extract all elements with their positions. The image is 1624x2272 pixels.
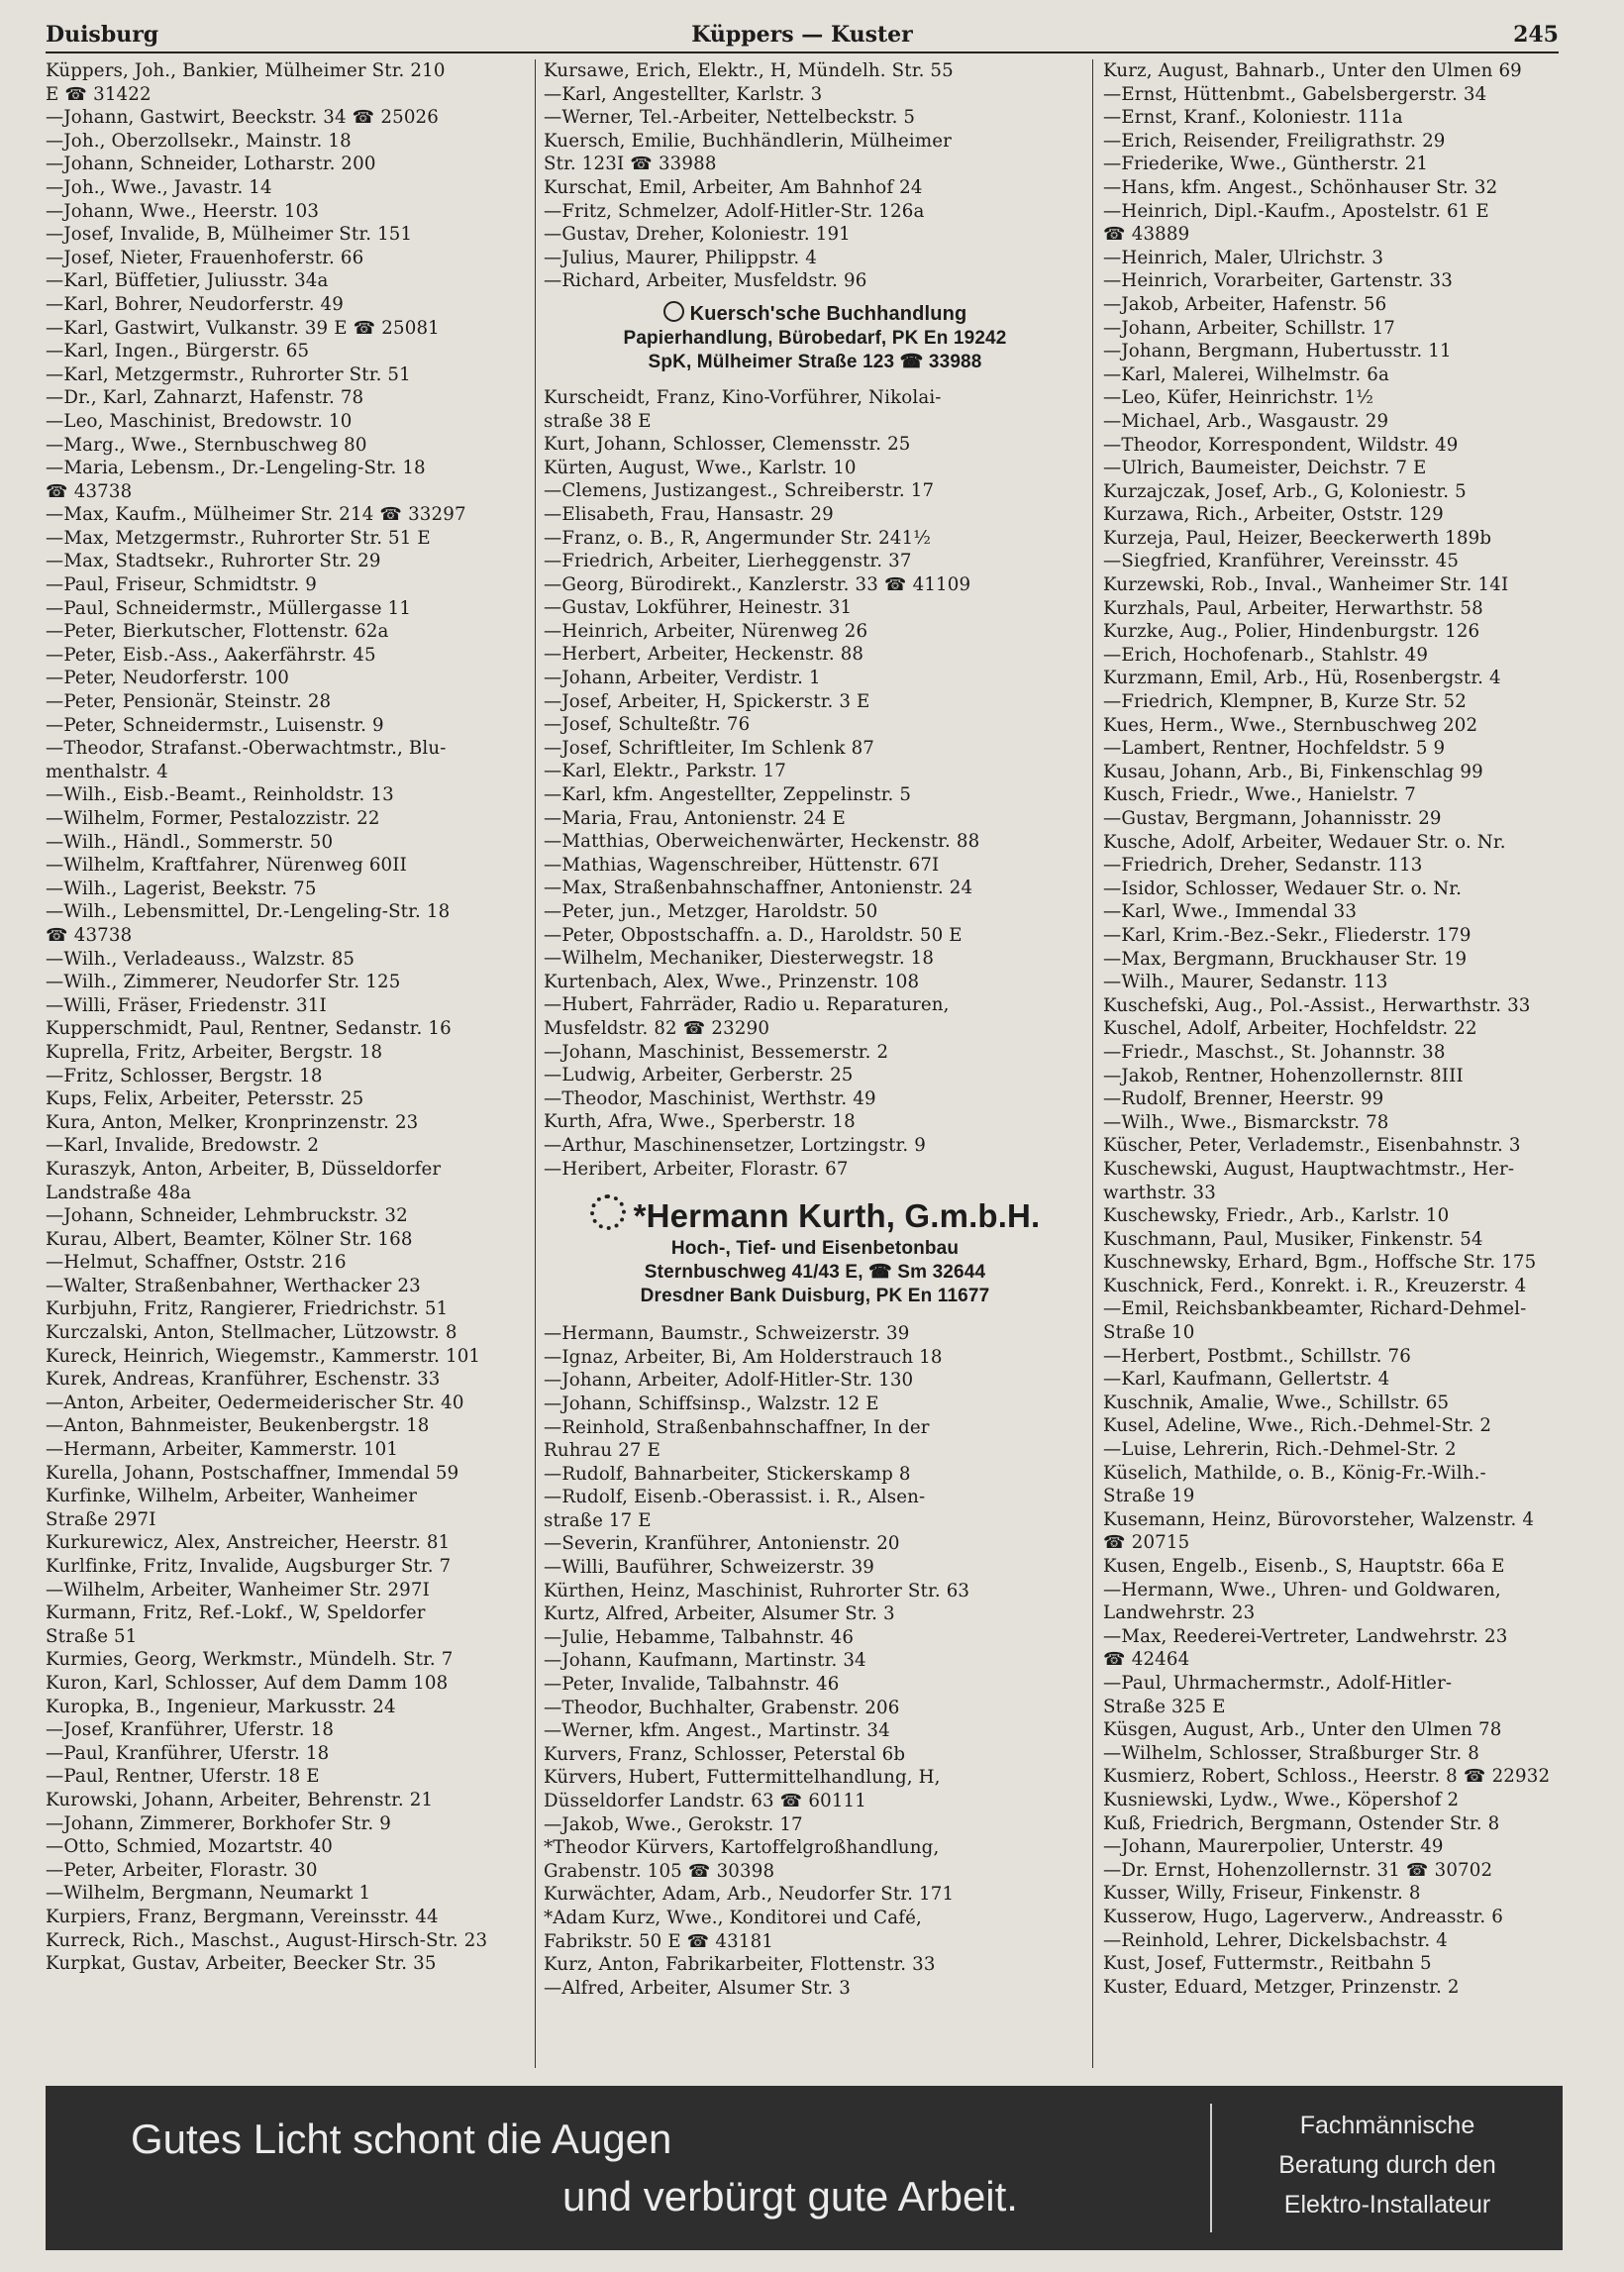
banner-slogan-line: Gutes Licht schont die Augen [131, 2116, 672, 2162]
directory-entry: —Mathias, Wagenschreiber, Hüttenstr. 67I [544, 854, 940, 876]
directory-entry: —Julius, Maurer, Philippstr. 4 [544, 247, 817, 268]
directory-entry: Kurzewski, Rob., Inval., Wanheimer Str. 14I [1103, 574, 1509, 596]
directory-entry: —Michael, Arb., Wasgaustr. 29 [1103, 410, 1389, 432]
directory-entry: Kürten, August, Wwe., Karlstr. 10 [544, 457, 857, 478]
directory-entry: —Wilh., Zimmerer, Neudorfer Str. 125 [46, 972, 401, 993]
directory-entry: —Ulrich, Baumeister, Deichstr. 7 E [1103, 458, 1427, 479]
directory-entry: —Jakob, Arbeiter, Hafenstr. 56 [1103, 293, 1387, 315]
company-logo-icon [590, 1194, 626, 1230]
directory-entry: —Julie, Hebamme, Talbahnstr. 46 [544, 1626, 855, 1648]
directory-entry: —Jakob, Rentner, Hohenzollernstr. 8III [1103, 1065, 1464, 1086]
directory-entry: —Heinrich, Maler, Ulrichstr. 3 [1103, 247, 1384, 268]
directory-entry: straße 17 E [544, 1509, 652, 1531]
directory-entry: Kurz, Anton, Fabrikarbeiter, Flottenstr. 33 [544, 1954, 936, 1976]
directory-entry: Straße 325 E [1103, 1696, 1226, 1717]
directory-entry: —Karl, Krim.-Bez.-Sekr., Fliederstr. 179 [1103, 924, 1472, 946]
directory-entry: Kura, Anton, Melker, Kronprinzenstr. 23 [46, 1111, 419, 1133]
directory-entry: —Hermann, Arbeiter, Kammerstr. 101 [46, 1439, 399, 1461]
directory-entry: Kurmann, Fritz, Ref.-Lokf., W, Speldorfer [46, 1602, 426, 1624]
directory-entry: Kuschmann, Paul, Musiker, Finkenstr. 54 [1103, 1228, 1483, 1250]
directory-entry: —Joh., Wwe., Javastr. 14 [46, 176, 272, 198]
directory-entry: Kusniewski, Lydw., Wwe., Köpershof 2 [1103, 1789, 1460, 1810]
directory-entry: —Otto, Schmied, Mozartstr. 40 [46, 1836, 334, 1858]
directory-entry: menthalstr. 4 [46, 761, 168, 782]
directory-entry: —Friedrich, Klempner, B, Kurze Str. 52 [1103, 691, 1468, 713]
directory-entry: —Siegfried, Kranführer, Vereinsstr. 45 [1103, 551, 1460, 572]
directory-entry: —Hans, kfm. Angest., Schönhauser Str. 32 [1103, 176, 1498, 198]
directory-entry: Kurreck, Rich., Maschst., August-Hirsch-Str. 23 [46, 1929, 488, 1951]
directory-entry: —Gustav, Lokführer, Heinestr. 31 [544, 597, 853, 619]
directory-entry: —Anton, Arbeiter, Oedermeiderischer Str. 40 [46, 1392, 464, 1413]
directory-entry: —Fritz, Schlosser, Bergstr. 18 [46, 1065, 323, 1086]
directory-entry: Landwehrstr. 23 [1103, 1602, 1256, 1624]
directory-entry: —Hermann, Wwe., Uhren- und Goldwaren, [1103, 1579, 1501, 1601]
directory-entry: —Elisabeth, Frau, Hansastr. 29 [544, 503, 834, 525]
directory-entry: —Karl, Wwe., Immendal 33 [1103, 901, 1358, 923]
directory-entry: —Hermann, Baumstr., Schweizerstr. 39 [544, 1323, 910, 1345]
directory-entry: —Peter, Eisb.-Ass., Aakerfährstr. 45 [46, 644, 376, 666]
ad-line: Dresdner Bank Duisburg, PK En 11677 [640, 1286, 990, 1307]
directory-entry: —Johann, Schiffsinsp., Walzstr. 12 E [544, 1393, 879, 1414]
directory-entry: —Max, Kaufm., Mülheimer Str. 214 ☎ 33297 [46, 504, 466, 526]
directory-entry: —Peter, Pensionär, Steinstr. 28 [46, 691, 332, 713]
directory-entry: Kürthen, Heinz, Maschinist, Ruhrorter Str. 63 [544, 1580, 970, 1601]
directory-entry: Kusen, Engelb., Eisenb., S, Hauptstr. 66a E [1103, 1556, 1505, 1577]
directory-entry: —Karl, Gastwirt, Vulkanstr. 39 E ☎ 25081 [46, 317, 440, 339]
directory-entry: —Theodor, Maschinist, Werthstr. 49 [544, 1087, 876, 1109]
directory-entry: —Johann, Gastwirt, Beeckstr. 34 ☎ 25026 [46, 107, 440, 129]
directory-entry: Küsgen, August, Arb., Unter den Ulmen 78 [1103, 1719, 1502, 1741]
directory-entry: —Fritz, Schmelzer, Adolf-Hitler-Str. 126a [544, 200, 925, 222]
directory-entry: —Erich, Reisender, Freiligrathstr. 29 [1103, 130, 1446, 152]
directory-entry: ☎ 43889 [1103, 224, 1190, 246]
directory-entry: —Rudolf, Bahnarbeiter, Stickerskamp 8 [544, 1463, 911, 1485]
directory-entry: —Maria, Lebensm., Dr.-Lengeling-Str. 18 [46, 458, 426, 479]
directory-entry: —Max, Straßenbahnschaffner, Antonienstr. 24 [544, 878, 973, 899]
directory-entry: —Karl, Angestellter, Karlstr. 3 [544, 83, 823, 105]
directory-entry: Ruhrau 27 E [544, 1440, 661, 1462]
directory-entry: Kusche, Adolf, Arbeiter, Wedauer Str. o. Nr. [1103, 831, 1506, 853]
directory-entry: —Johann, Kaufmann, Martinstr. 34 [544, 1650, 866, 1672]
directory-entry: Straße 19 [1103, 1486, 1195, 1507]
directory-entry: —Marg., Wwe., Sternbuschweg 80 [46, 434, 367, 456]
directory-entry: —Isidor, Schlosser, Wedauer Str. o. Nr. [1103, 878, 1463, 899]
directory-entry: Kurbjuhn, Fritz, Rangierer, Friedrichstr. 51 [46, 1298, 449, 1320]
directory-entry: —Wilh., Wwe., Bismarckstr. 78 [1103, 1111, 1389, 1133]
directory-entry: Kurscheidt, Franz, Kino-Vorführer, Nikolai- [544, 386, 942, 408]
directory-entry: —Ernst, Kranf., Koloniestr. 111a [1103, 107, 1403, 129]
directory-entry: —Wilhelm, Mechaniker, Diesterwegstr. 18 [544, 948, 935, 970]
directory-entry: —Dr. Ernst, Hohenzollernstr. 31 ☎ 30702 [1103, 1859, 1493, 1881]
directory-entry: Kurzmann, Emil, Arb., Hü, Rosenbergstr. 4 [1103, 668, 1501, 689]
directory-entry: —Rudolf, Eisenb.-Oberassist. i. R., Alsen- [544, 1487, 926, 1508]
directory-entry: —Franz, o. B., R, Angermunder Str. 241½ [544, 527, 932, 549]
directory-entry: —Friedrich, Dreher, Sedanstr. 113 [1103, 855, 1423, 877]
directory-entry: Kuschnick, Ferd., Konrekt. i. R., Kreuzerstr. 4 [1103, 1275, 1527, 1296]
ad-line: SpK, Mülheimer Straße 123 ☎ 33988 [648, 351, 982, 372]
directory-entry: —Heribert, Arbeiter, Florastr. 67 [544, 1158, 849, 1180]
directory-entry: Kursawe, Erich, Elektr., H, Mündelh. Str. 55 [544, 60, 954, 81]
directory-entry: Kuschnik, Amalie, Wwe., Schillstr. 65 [1103, 1392, 1450, 1413]
directory-entry: —Friederike, Wwe., Güntherstr. 21 [1103, 154, 1429, 175]
directory-entry: Kurvers, Franz, Schlosser, Peterstal 6b [544, 1743, 906, 1765]
directory-entry: Kuster, Eduard, Metzger, Prinzenstr. 2 [1103, 1976, 1460, 1998]
directory-entry: —Paul, Friseur, Schmidtstr. 9 [46, 574, 317, 596]
directory-entry: Kurzajczak, Josef, Arb., G, Koloniestr. 5 [1103, 480, 1467, 502]
banner-slogan-line: und verbürgt gute Arbeit. [562, 2173, 1018, 2220]
ad-title: *Hermann Kurth, G.m.b.H. [633, 1197, 1041, 1235]
directory-entry: Kureck, Heinrich, Wiegemstr., Kammerstr. 101 [46, 1345, 481, 1367]
banner-slogan [46, 2086, 1202, 2250]
directory-entry: —Josef, Invalide, B, Mülheimer Str. 151 [46, 224, 413, 246]
directory-entry: —Paul, Kranführer, Uferstr. 18 [46, 1742, 330, 1764]
directory-entry: —Karl, Büffetier, Juliusstr. 34a [46, 270, 329, 292]
directory-entry: Kuropka, B., Ingenieur, Markusstr. 24 [46, 1696, 396, 1717]
directory-entry: Musfeldstr. 82 ☎ 23290 [544, 1017, 770, 1039]
directory-entry: Kürvers, Hubert, Futtermittelhandlung, H, [544, 1767, 941, 1789]
directory-entry: —Karl, Bohrer, Neudorferstr. 49 [46, 293, 344, 315]
directory-entry: Kusch, Friedr., Wwe., Hanielstr. 7 [1103, 784, 1417, 806]
header-city: Duisburg [46, 22, 159, 48]
directory-entry: —Luise, Lehrerin, Rich.-Dehmel-Str. 2 [1103, 1439, 1457, 1461]
directory-entry: —Alfred, Arbeiter, Alsumer Str. 3 [544, 1977, 851, 1999]
directory-entry: Fabrikstr. 50 E ☎ 43181 [544, 1930, 774, 1952]
directory-entry: —Paul, Schneidermstr., Müllergasse 11 [46, 597, 412, 619]
directory-entry: —Karl, Elektr., Parkstr. 17 [544, 761, 786, 782]
directory-entry: —Wilh., Lebensmittel, Dr.-Lengeling-Str. 18 [46, 901, 451, 923]
directory-entry: —Severin, Kranführer, Antonienstr. 20 [544, 1533, 900, 1555]
directory-entry: Kurwächter, Adam, Arb., Neudorfer Str. 171 [544, 1884, 955, 1906]
directory-entry: —Herbert, Postbmt., Schillstr. 76 [1103, 1345, 1411, 1367]
ad-line: Sternbuschweg 41/43 E, ☎ Sm 32644 [644, 1262, 986, 1284]
advertisement-kurth [544, 1194, 1086, 1308]
directory-entry: —Reinhold, Straßenbahnschaffner, In der [544, 1416, 930, 1438]
directory-entry: Küscher, Peter, Verlademstr., Eisenbahnstr. 3 [1103, 1135, 1521, 1157]
directory-entry: Kurella, Johann, Postschaffner, Immendal 59 [46, 1462, 459, 1484]
directory-entry: —Peter, jun., Metzger, Haroldstr. 50 [544, 901, 878, 922]
directory-entry: —Peter, Obpostschaffn. a. D., Haroldstr. 50 E [544, 924, 963, 946]
directory-entry: —Reinhold, Lehrer, Dickelsbachstr. 4 [1103, 1929, 1448, 1951]
header-name-range: Küppers — Kuster [691, 22, 913, 48]
bookstore-logo-icon [663, 301, 684, 322]
directory-entry: —Johann, Wwe., Heerstr. 103 [46, 200, 320, 222]
directory-entry: Kuß, Friedrich, Bergmann, Ostender Str. 8 [1103, 1812, 1500, 1834]
directory-entry: Kurowski, Johann, Arbeiter, Behrenstr. 21 [46, 1789, 434, 1810]
directory-entry: Kurt, Johann, Schlosser, Clemensstr. 25 [544, 434, 911, 456]
directory-entry: —Hubert, Fahrräder, Radio u. Reparaturen, [544, 994, 950, 1016]
directory-entry: Landstraße 48a [46, 1182, 192, 1203]
directory-entry: —Maria, Frau, Antonienstr. 24 E [544, 807, 846, 829]
directory-entry: —Wilhelm, Schlosser, Straßburger Str. 8 [1103, 1742, 1479, 1764]
directory-entry: —Karl, Ingen., Bürgerstr. 65 [46, 341, 310, 362]
banner-side-line: Fachmännische [1299, 2112, 1475, 2139]
directory-entry: —Friedr., Maschst., St. Johannstr. 38 [1103, 1041, 1446, 1063]
directory-entry: warthstr. 33 [1103, 1182, 1216, 1203]
directory-entry: ☎ 43738 [46, 924, 133, 946]
directory-entry: —Clemens, Justizangest., Schreiberstr. 17 [544, 480, 935, 502]
directory-entry: —Theodor, Korrespondent, Wildstr. 49 [1103, 434, 1459, 456]
directory-entry: Kuschnewsky, Erhard, Bgm., Hoffsche Str. 175 [1103, 1252, 1537, 1274]
directory-entry: —Dr., Karl, Zahnarzt, Hafenstr. 78 [46, 387, 364, 409]
directory-entry: —Wilh., Eisb.-Beamt., Reinholdstr. 13 [46, 784, 394, 806]
directory-entry: Straße 297I [46, 1508, 156, 1530]
directory-entry: —Willi, Bauführer, Schweizerstr. 39 [544, 1557, 875, 1579]
directory-entry: Str. 123I ☎ 33988 [544, 154, 717, 175]
directory-entry: Kurau, Albert, Beamter, Kölner Str. 168 [46, 1228, 413, 1250]
directory-entry: —Lambert, Rentner, Hochfeldstr. 5 9 [1103, 738, 1446, 760]
directory-entry: —Karl, Malerei, Wilhelmstr. 6a [1103, 363, 1389, 385]
directory-entry: Kurzke, Aug., Polier, Hindenburgstr. 126 [1103, 621, 1480, 643]
directory-entry: —Gustav, Dreher, Koloniestr. 191 [544, 224, 851, 246]
directory-entry: straße 38 E [544, 410, 652, 432]
directory-entry: Kuschefski, Aug., Pol.-Assist., Herwarthstr. 33 [1103, 994, 1531, 1016]
directory-entry: —Karl, Invalide, Bredowstr. 2 [46, 1135, 320, 1157]
directory-entry: Kuschewski, August, Hauptwachtmstr., Her- [1103, 1158, 1515, 1180]
directory-entry: —Georg, Bürodirekt., Kanzlerstr. 33 ☎ 41109 [544, 573, 971, 595]
directory-entry: —Emil, Reichsbankbeamter, Richard-Dehmel- [1103, 1298, 1527, 1320]
directory-entry: —Werner, kfm. Angest., Martinstr. 34 [544, 1720, 890, 1742]
directory-entry: —Max, Reederei-Vertreter, Landwehrstr. 23 [1103, 1625, 1508, 1647]
directory-entry: —Max, Metzgermstr., Ruhrorter Str. 51 E [46, 527, 431, 549]
directory-entry: Kurfinke, Wilhelm, Arbeiter, Wanheimer [46, 1486, 418, 1507]
directory-entry: —Johann, Arbeiter, Verdistr. 1 [544, 668, 821, 689]
directory-entry: —Wilhelm, Former, Pestalozzistr. 22 [46, 808, 380, 829]
directory-entry: Kurtenbach, Alex, Wwe., Prinzenstr. 108 [544, 971, 920, 992]
directory-entry: —Johann, Maschinist, Bessemerstr. 2 [544, 1041, 889, 1063]
directory-entry: Kuschewsky, Friedr., Arb., Karlstr. 10 [1103, 1205, 1450, 1227]
directory-entry: Kusmierz, Robert, Schloss., Heerstr. 8 ☎ 22932 [1103, 1766, 1551, 1788]
column-middle-top [544, 59, 1086, 293]
directory-entry: Kuprella, Fritz, Arbeiter, Bergstr. 18 [46, 1041, 383, 1063]
directory-entry: —Joh., Oberzollsekr., Mainstr. 18 [46, 130, 352, 152]
directory-entry: —Josef, Nieter, Frauenhoferstr. 66 [46, 247, 364, 268]
directory-entry: —Paul, Uhrmachermstr., Adolf-Hitler- [1103, 1672, 1453, 1694]
directory-entry: —Leo, Küfer, Heinrichstr. 1½ [1103, 387, 1374, 409]
directory-entry: —Peter, Invalide, Talbahnstr. 46 [544, 1674, 840, 1696]
ad-line: Papierhandlung, Bürobedarf, PK En 19242 [623, 327, 1007, 349]
directory-entry: Kurzawa, Rich., Arbeiter, Oststr. 129 [1103, 504, 1444, 526]
footer-advertisement-banner [46, 2086, 1563, 2250]
column-middle [544, 59, 1093, 2068]
directory-entry: —Ludwig, Arbeiter, Gerberstr. 25 [544, 1065, 854, 1086]
directory-entry: —Leo, Maschinist, Bredowstr. 10 [46, 410, 353, 432]
directory-entry: —Max, Bergmann, Bruckhauser Str. 19 [1103, 948, 1468, 970]
directory-entry: —Wilhelm, Bergmann, Neumarkt 1 [46, 1883, 371, 1905]
directory-entry: —Johann, Arbeiter, Adolf-Hitler-Str. 130 [544, 1370, 914, 1392]
directory-entry: Kusau, Johann, Arb., Bi, Finkenschlag 99 [1103, 761, 1483, 782]
page-header [46, 22, 1559, 53]
directory-entry: —Werner, Tel.-Arbeiter, Nettelbeckstr. 5 [544, 107, 916, 129]
directory-entry: —Johann, Bergmann, Hubertusstr. 11 [1103, 341, 1452, 362]
directory-entry: ☎ 43738 [46, 480, 133, 502]
directory-entry: Kurschat, Emil, Arbeiter, Am Bahnhof 24 [544, 176, 923, 198]
directory-entry: Kurtz, Alfred, Arbeiter, Alsumer Str. 3 [544, 1603, 895, 1625]
directory-entry: —Theodor, Buchhalter, Grabenstr. 206 [544, 1697, 900, 1718]
directory-entry: Kurpiers, Franz, Bergmann, Vereinsstr. 44 [46, 1906, 439, 1927]
directory-entry: Küselich, Mathilde, o. B., König-Fr.-Wilh.- [1103, 1462, 1486, 1484]
directory-entry: —Josef, Arbeiter, H, Spickerstr. 3 E [544, 690, 870, 712]
directory-entry: —Johann, Zimmerer, Borkhofer Str. 9 [46, 1812, 391, 1834]
directory-entry: Kusel, Adeline, Wwe., Rich.-Dehmel-Str. 2 [1103, 1415, 1492, 1437]
banner-side-line: Beratung durch den [1278, 2151, 1496, 2179]
directory-entry: Kurek, Andreas, Kranführer, Eschenstr. 33 [46, 1369, 441, 1391]
directory-entry: Grabenstr. 105 ☎ 30398 [544, 1860, 775, 1882]
directory-entry: —Karl, Metzgermstr., Ruhrorter Str. 51 [46, 363, 411, 385]
directory-entry: *Theodor Kürvers, Kartoffelgroßhandlung, [544, 1837, 940, 1859]
directory-entry: ☎ 42464 [1103, 1649, 1190, 1671]
directory-entry: —Wilh., Verladeauss., Walzstr. 85 [46, 948, 355, 970]
directory-columns [46, 59, 1563, 2068]
directory-entry: —Johann, Arbeiter, Schillstr. 17 [1103, 317, 1396, 339]
directory-entry: —Paul, Rentner, Uferstr. 18 E [46, 1766, 320, 1788]
directory-entry: —Heinrich, Arbeiter, Nürenweg 26 [544, 620, 868, 642]
directory-entry: Straße 10 [1103, 1322, 1195, 1344]
directory-entry: —Heinrich, Dipl.-Kaufm., Apostelstr. 61 E [1103, 200, 1489, 222]
directory-entry: —Karl, Kaufmann, Gellertstr. 4 [1103, 1369, 1390, 1391]
directory-entry: Kurkurewicz, Alex, Anstreicher, Heerstr. 81 [46, 1532, 451, 1554]
directory-entry: —Wilh., Maurer, Sedanstr. 113 [1103, 972, 1388, 993]
directory-entry: —Anton, Bahnmeister, Beukenbergstr. 18 [46, 1415, 430, 1437]
directory-entry: Kurzeja, Paul, Heizer, Beeckerwerth 189b [1103, 527, 1492, 549]
directory-entry: —Peter, Neudorferstr. 100 [46, 668, 289, 689]
directory-entry: Kusser, Willy, Friseur, Finkenstr. 8 [1103, 1883, 1421, 1905]
directory-entry: —Heinrich, Vorarbeiter, Gartenstr. 33 [1103, 270, 1453, 292]
directory-entry: Kurczalski, Anton, Stellmacher, Lützowstr. 8 [46, 1322, 457, 1344]
directory-entry: —Arthur, Maschinensetzer, Lortzingstr. 9 [544, 1134, 926, 1156]
directory-entry: —Peter, Arbeiter, Florastr. 30 [46, 1859, 318, 1881]
column-right [1103, 59, 1565, 2068]
directory-entry: —Friedrich, Arbeiter, Lierheggenstr. 37 [544, 551, 912, 572]
directory-entry: —Ernst, Hüttenbmt., Gabelsbergerstr. 34 [1103, 83, 1487, 105]
directory-entry: Kups, Felix, Arbeiter, Petersstr. 25 [46, 1088, 364, 1110]
ad-title: Kuersch'sche Buchhandlung [689, 302, 967, 325]
ad-line: Hoch-, Tief- und Eisenbetonbau [670, 1238, 960, 1260]
directory-entry: Kuron, Karl, Schlosser, Auf dem Damm 108 [46, 1672, 449, 1694]
directory-entry: —Wilh., Händl., Sommerstr. 50 [46, 831, 334, 853]
directory-entry: —Josef, Kranführer, Uferstr. 18 [46, 1719, 335, 1741]
directory-entry: Kusserow, Hugo, Lagerverw., Andreasstr. 6 [1103, 1906, 1503, 1927]
directory-entry: —Willi, Fräser, Friedenstr. 31I [46, 994, 327, 1016]
directory-entry: Küppers, Joh., Bankier, Mülheimer Str. 210 [46, 60, 446, 81]
banner-side-line: Elektro-Installateur [1283, 2191, 1491, 2219]
directory-entry: Kusemann, Heinz, Bürovorsteher, Walzenstr. 4 [1103, 1508, 1535, 1530]
directory-entry: —Johann, Schneider, Lehmbruckstr. 32 [46, 1205, 408, 1227]
column-middle-bottom [544, 1322, 1086, 2000]
directory-entry: Kues, Herm., Wwe., Sternbuschweg 202 [1103, 714, 1478, 736]
directory-entry: —Theodor, Strafanst.-Oberwachtmstr., Blu- [46, 738, 447, 760]
directory-entry: Kurth, Afra, Wwe., Sperberstr. 18 [544, 1111, 856, 1133]
directory-entry: —Karl, kfm. Angestellter, Zeppelinstr. 5 [544, 784, 912, 806]
directory-entry: Kurz, August, Bahnarb., Unter den Ulmen 69 [1103, 60, 1522, 81]
directory-entry: —Wilhelm, Arbeiter, Wanheimer Str. 297I [46, 1579, 430, 1601]
directory-entry: Kurzhals, Paul, Arbeiter, Herwarthstr. 58 [1103, 597, 1483, 619]
directory-entry: —Matthias, Oberweichenwärter, Heckenstr. 88 [544, 831, 980, 853]
directory-entry: Kurlfinke, Fritz, Invalide, Augsburger Str. 7 [46, 1556, 452, 1577]
directory-entry: Kuraszyk, Anton, Arbeiter, B, Düsseldorfer [46, 1158, 442, 1180]
directory-entry: —Wilhelm, Kraftfahrer, Nürenweg 60II [46, 855, 407, 877]
directory-entry: Kurmies, Georg, Werkmstr., Mündelh. Str. 7 [46, 1649, 454, 1671]
directory-entry: —Erich, Hochofenarb., Stahlstr. 49 [1103, 644, 1429, 666]
directory-entry: Kust, Josef, Futtermstr., Reitbahn 5 [1103, 1953, 1432, 1975]
directory-entry: E ☎ 31422 [46, 83, 152, 105]
directory-entry: Kupperschmidt, Paul, Rentner, Sedanstr. 16 [46, 1018, 452, 1040]
directory-entry: —Ignaz, Arbeiter, Bi, Am Holderstrauch 18 [544, 1346, 943, 1368]
directory-entry: —Peter, Bierkutscher, Flottenstr. 62a [46, 621, 389, 643]
column-middle-center [544, 386, 1086, 1181]
banner-divider [1210, 2104, 1212, 2232]
directory-entry: —Max, Stadtsekr., Ruhrorter Str. 29 [46, 551, 381, 572]
directory-entry: Kuschel, Adolf, Arbeiter, Hochfeldstr. 22 [1103, 1018, 1477, 1040]
directory-entry: —Walter, Straßenbahner, Werthacker 23 [46, 1275, 421, 1296]
column-left [46, 59, 536, 2068]
directory-entry: Kuersch, Emilie, Buchhändlerin, Mülheimer [544, 130, 953, 152]
directory-entry: *Adam Kurz, Wwe., Konditorei und Café, [544, 1907, 922, 1928]
directory-entry: ☎ 20715 [1103, 1532, 1190, 1554]
banner-side-text [1224, 2106, 1551, 2224]
directory-entry: Düsseldorfer Landstr. 63 ☎ 60111 [544, 1791, 866, 1811]
directory-entry: —Peter, Schneidermstr., Luisenstr. 9 [46, 714, 384, 736]
directory-entry: Straße 51 [46, 1625, 138, 1647]
directory-entry: —Richard, Arbeiter, Musfeldstr. 96 [544, 270, 867, 292]
directory-entry: —Johann, Maurerpolier, Unterstr. 49 [1103, 1836, 1444, 1858]
directory-entry: —Johann, Schneider, Lotharstr. 200 [46, 154, 376, 175]
directory-entry: —Herbert, Arbeiter, Heckenstr. 88 [544, 644, 864, 666]
advertisement-kuersch [544, 301, 1086, 374]
directory-entry: —Rudolf, Brenner, Heerstr. 99 [1103, 1088, 1384, 1110]
directory-entry: —Helmut, Schaffner, Oststr. 216 [46, 1252, 347, 1274]
directory-entry: —Josef, Schriftleiter, Im Schlenk 87 [544, 737, 875, 759]
directory-entry: —Wilh., Lagerist, Beekstr. 75 [46, 878, 317, 899]
page-number: 245 [1513, 22, 1559, 48]
directory-entry: —Jakob, Wwe., Gerokstr. 17 [544, 1813, 803, 1835]
directory-entry: Kurpkat, Gustav, Arbeiter, Beecker Str. 35 [46, 1953, 437, 1975]
directory-entry: —Gustav, Bergmann, Johannisstr. 29 [1103, 808, 1442, 829]
directory-entry: —Josef, Schulteßtr. 76 [544, 714, 751, 736]
